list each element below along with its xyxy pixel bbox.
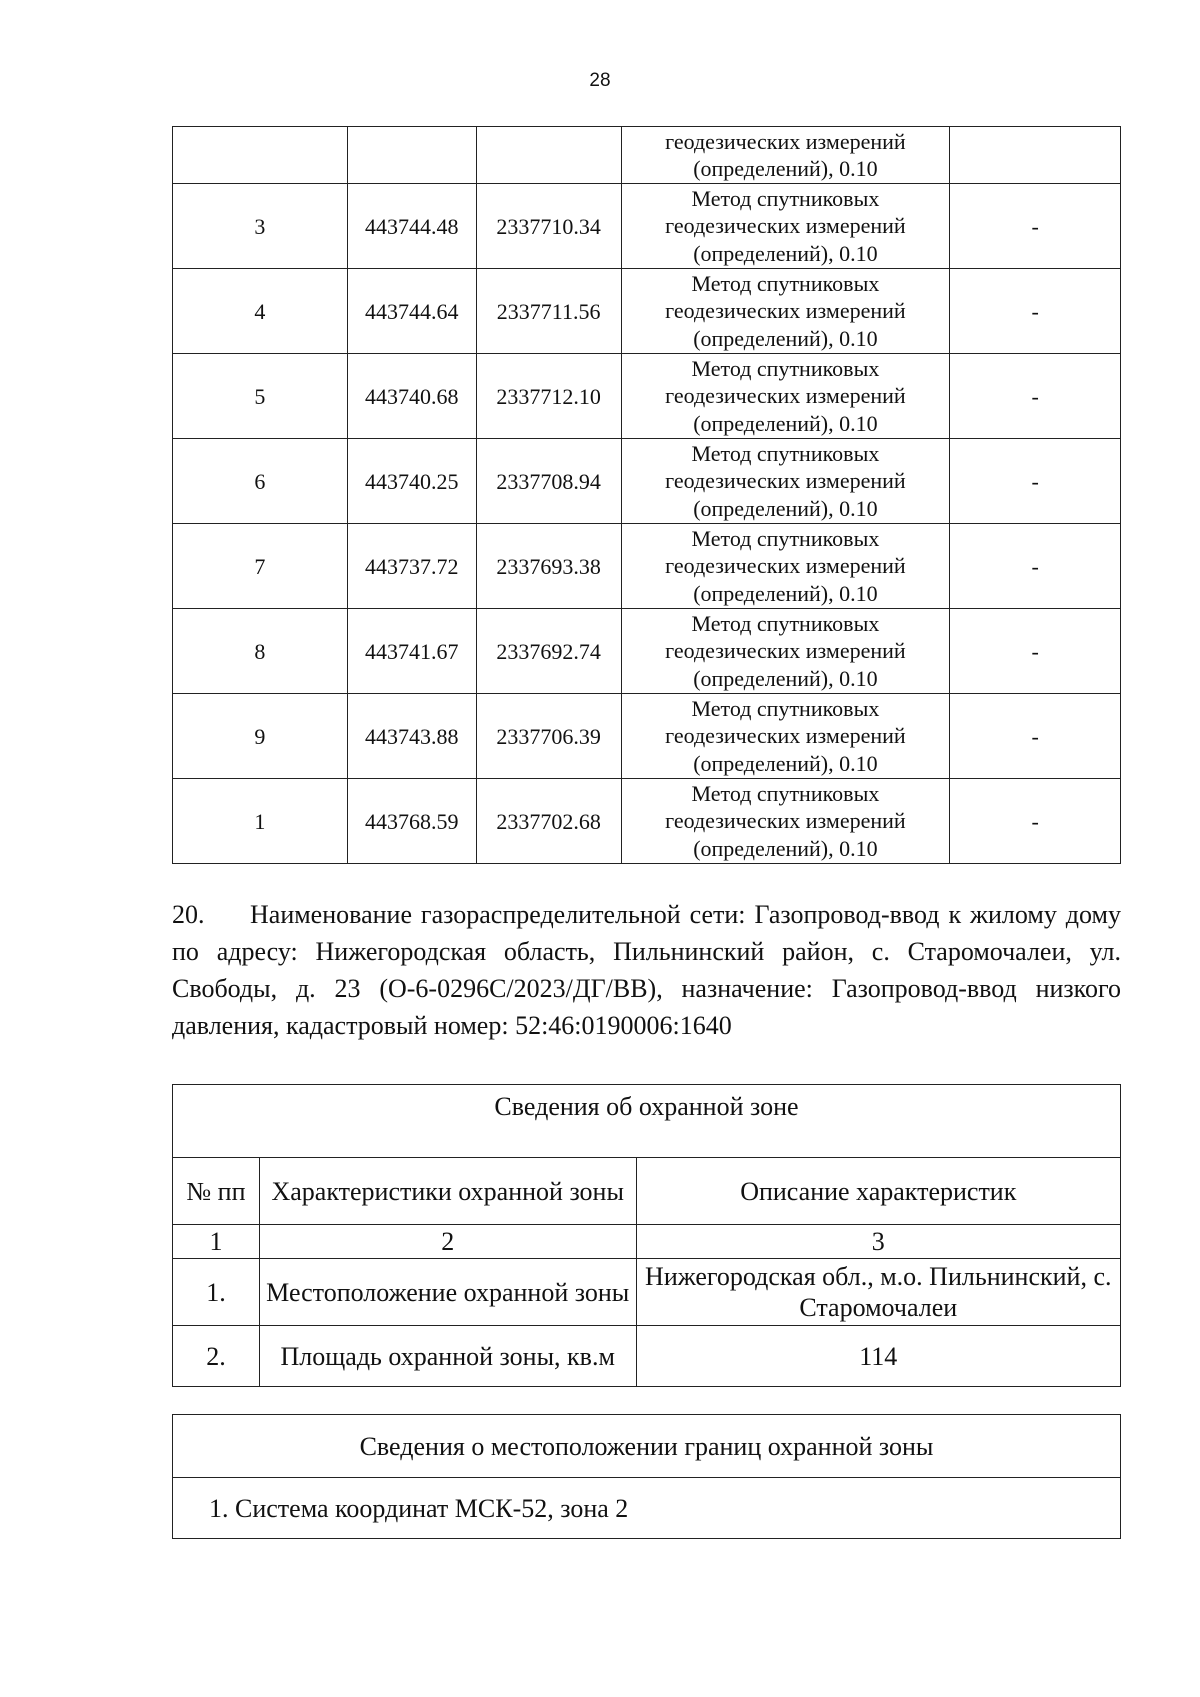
y-coordinate-cell: 2337708.94 bbox=[476, 439, 621, 524]
point-number-cell: 9 bbox=[173, 694, 348, 779]
method-cell bbox=[621, 779, 950, 864]
method-cell bbox=[621, 354, 950, 439]
section-text: Наименование газораспределительной сети: Газопровод-ввод к жилому дому по адресу: Нижегородская область, Пильнинский район, с. Старомочалеи, ул. Свободы, д. 23 (О-6-0296С/2023/ДГ/ВВ), назначение: Газопровод-ввод низкого давления, кадастровый номер: 52:46:0190006:1640 bbox=[172, 900, 1121, 1040]
method-cell bbox=[621, 269, 950, 354]
method-line: Метод спутниковых bbox=[691, 185, 880, 211]
y-coordinate-cell: 2337702.68 bbox=[476, 779, 621, 864]
point-number-cell: 1 bbox=[173, 779, 348, 864]
row-number-cell: 1. bbox=[173, 1259, 260, 1326]
method-line: геодезических измерений bbox=[665, 298, 906, 324]
y-coordinate-cell: 2337710.34 bbox=[476, 184, 621, 269]
method-line: (определений), 0.10 bbox=[693, 750, 878, 776]
table-row bbox=[173, 439, 1121, 524]
note-cell: - bbox=[950, 439, 1121, 524]
x-coordinate-cell: 443741.67 bbox=[347, 609, 476, 694]
method-line: (определений), 0.10 bbox=[693, 665, 878, 691]
method-line: (определений), 0.10 bbox=[693, 240, 878, 266]
method-line: Метод спутниковых bbox=[691, 270, 880, 296]
table-row bbox=[173, 694, 1121, 779]
point-number-cell: 3 bbox=[173, 184, 348, 269]
table-row bbox=[173, 609, 1121, 694]
table-row bbox=[173, 354, 1121, 439]
method-cell bbox=[621, 439, 950, 524]
column-header: Характеристики охранной зоны bbox=[259, 1158, 636, 1225]
section-number: 20. bbox=[172, 900, 205, 929]
method-line: (определений), 0.10 bbox=[693, 410, 878, 436]
table-row bbox=[173, 127, 1121, 184]
description-cell: 114 bbox=[636, 1326, 1120, 1387]
y-coordinate-cell: 2337693.38 bbox=[476, 524, 621, 609]
point-number-cell: 6 bbox=[173, 439, 348, 524]
method-line: геодезических измерений bbox=[665, 808, 906, 834]
table-row bbox=[173, 1259, 1121, 1326]
method-cell bbox=[621, 184, 950, 269]
note-cell: - bbox=[950, 694, 1121, 779]
method-line: (определений), 0.10 bbox=[693, 495, 878, 521]
page-number: 28 bbox=[589, 70, 611, 91]
table-row bbox=[173, 184, 1121, 269]
method-line: (определений), 0.10 bbox=[693, 580, 878, 606]
protection-zone-table bbox=[172, 1084, 1121, 1387]
method-line: Метод спутниковых bbox=[691, 355, 880, 381]
method-line: (определений), 0.10 bbox=[693, 835, 878, 861]
method-cell bbox=[621, 609, 950, 694]
note-cell: - bbox=[950, 354, 1121, 439]
x-coordinate-cell: 443743.88 bbox=[347, 694, 476, 779]
point-number-cell bbox=[173, 127, 348, 184]
note-cell: - bbox=[950, 269, 1121, 354]
method-line: Метод спутниковых bbox=[691, 610, 880, 636]
point-number-cell: 8 bbox=[173, 609, 348, 694]
x-coordinate-cell: 443768.59 bbox=[347, 779, 476, 864]
column-header: Описание характеристик bbox=[636, 1158, 1120, 1225]
table-row bbox=[173, 524, 1121, 609]
point-number-cell: 4 bbox=[173, 269, 348, 354]
x-coordinate-cell: 443737.72 bbox=[347, 524, 476, 609]
method-line: Метод спутниковых bbox=[691, 525, 880, 551]
note-cell: - bbox=[950, 779, 1121, 864]
method-line: (определений), 0.10 bbox=[693, 325, 878, 351]
column-number: 2 bbox=[259, 1225, 636, 1259]
point-number-cell: 5 bbox=[173, 354, 348, 439]
note-cell: - bbox=[950, 524, 1121, 609]
method-line: геодезических измерений bbox=[665, 383, 906, 409]
note-cell bbox=[950, 127, 1121, 184]
characteristic-cell: Местоположение охранной зоны bbox=[259, 1259, 636, 1326]
row-number-cell: 2. bbox=[173, 1326, 260, 1387]
method-line: геодезических измерений bbox=[665, 638, 906, 664]
method-line: геодезических измерений bbox=[665, 128, 906, 154]
x-coordinate-cell: 443744.64 bbox=[347, 269, 476, 354]
method-line: Метод спутниковых bbox=[691, 440, 880, 466]
method-line: геодезических измерений bbox=[665, 723, 906, 749]
method-line: геодезических измерений bbox=[665, 468, 906, 494]
table-row bbox=[173, 779, 1121, 864]
x-coordinate-cell bbox=[347, 127, 476, 184]
table-row bbox=[173, 1326, 1121, 1387]
y-coordinate-cell: 2337712.10 bbox=[476, 354, 621, 439]
method-cell bbox=[621, 524, 950, 609]
column-number: 3 bbox=[636, 1225, 1120, 1259]
note-cell: - bbox=[950, 609, 1121, 694]
method-cell bbox=[621, 127, 950, 184]
coordinates-table bbox=[172, 126, 1121, 864]
x-coordinate-cell: 443744.48 bbox=[347, 184, 476, 269]
description-cell: Нижегородская обл., м.о. Пильнинский, с. Старомочалеи bbox=[636, 1259, 1120, 1326]
boundary-location-table bbox=[172, 1414, 1121, 1539]
x-coordinate-cell: 443740.25 bbox=[347, 439, 476, 524]
table-title: Сведения о местоположении границ охранной зоны bbox=[173, 1415, 1121, 1478]
method-line: геодезических измерений bbox=[665, 553, 906, 579]
y-coordinate-cell: 2337692.74 bbox=[476, 609, 621, 694]
y-coordinate-cell: 2337711.56 bbox=[476, 269, 621, 354]
method-line: Метод спутниковых bbox=[691, 695, 880, 721]
section-paragraph bbox=[172, 896, 1121, 1044]
characteristic-cell: Площадь охранной зоны, кв.м bbox=[259, 1326, 636, 1387]
point-number-cell: 7 bbox=[173, 524, 348, 609]
method-cell bbox=[621, 694, 950, 779]
note-cell: - bbox=[950, 184, 1121, 269]
x-coordinate-cell: 443740.68 bbox=[347, 354, 476, 439]
column-header: № пп bbox=[173, 1158, 260, 1225]
column-number: 1 bbox=[173, 1225, 260, 1259]
method-line: геодезических измерений bbox=[665, 213, 906, 239]
table-title: Сведения об охранной зоне bbox=[173, 1085, 1121, 1158]
coordinate-system-item: 1. Система координат МСК-52, зона 2 bbox=[173, 1478, 1121, 1539]
method-line: (определений), 0.10 bbox=[693, 156, 878, 181]
y-coordinate-cell bbox=[476, 127, 621, 184]
y-coordinate-cell: 2337706.39 bbox=[476, 694, 621, 779]
method-line: Метод спутниковых bbox=[691, 780, 880, 806]
table-row bbox=[173, 269, 1121, 354]
